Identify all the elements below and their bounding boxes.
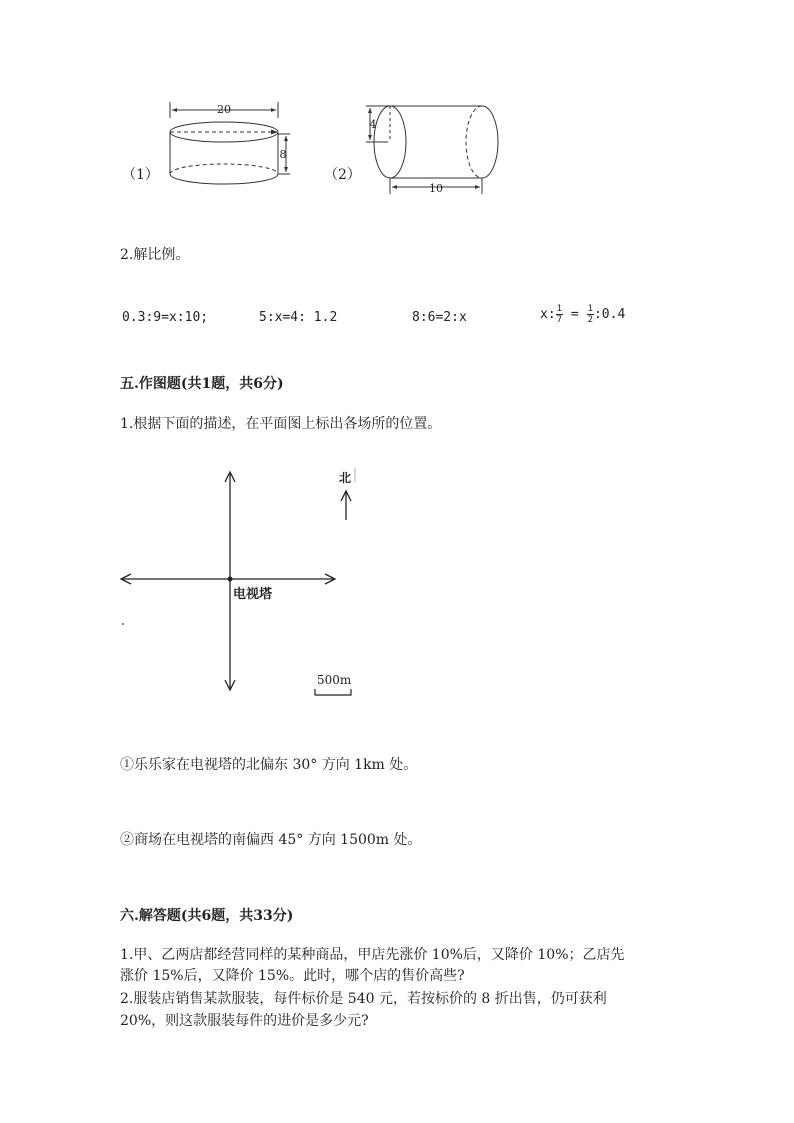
fig2-radius-label: 4 <box>369 118 377 131</box>
north-label: 北 <box>339 471 352 485</box>
scale-label: 500m <box>317 673 352 687</box>
question-2-heading: 2.解比例。 <box>120 247 190 263</box>
scale-bar <box>315 689 351 695</box>
proportion-item-4: x: $\frac{1}{7}$ = $\frac{1}{2}$ :0.4 <box>540 304 626 325</box>
fig1-diameter-label: 20 <box>217 103 231 116</box>
stray-dot <box>122 623 124 625</box>
proportion-item-3: 8:6=2:x <box>412 310 467 325</box>
figure-1-label: （1） <box>122 167 159 183</box>
map-description-2: ②商场在电视塔的南偏西 45° 方向 1500m 处。 <box>120 832 422 848</box>
fig1-height-label: 8 <box>279 148 287 161</box>
section-5-title: 五.作图题(共1题，共6分) <box>120 376 284 392</box>
proportion-item-2: 5:x=4: 1.2 <box>259 310 338 325</box>
section-6-q2-line-1: 2.服装店销售某款服装，每件标价是 540 元，若按标价的 8 折出售，仍可获利 <box>120 991 607 1007</box>
cylinder-figure-2 <box>358 96 508 200</box>
tv-tower-point <box>228 577 233 582</box>
tv-tower-label: 电视塔 <box>233 587 273 602</box>
section-6-q2-line-2: 20%，则这款服装每件的进价是多少元? <box>120 1013 369 1029</box>
map-diagram <box>115 462 375 702</box>
figure-2-label: （2） <box>324 167 361 183</box>
section-5-question-1: 1.根据下面的描述，在平面图上标出各场所的位置。 <box>120 416 442 432</box>
proportion-item-1: 0.3:9=x:10; <box>122 310 209 325</box>
cylinder-figure-1 <box>160 96 300 196</box>
section-6-q1-line-1: 1.甲、乙两店都经营同样的某种商品，甲店先涨价 10%后，又降价 10%；乙店先 <box>120 947 625 963</box>
section-6-title: 六.解答题(共6题，共33分) <box>120 908 294 924</box>
section-6-q1-line-2: 涨价 15%后，又降价 15%。此时，哪个店的售价高些? <box>120 968 465 984</box>
fig2-length-label: 10 <box>429 182 443 195</box>
map-description-1: ①乐乐家在电视塔的北偏东 30° 方向 1km 处。 <box>120 757 418 773</box>
